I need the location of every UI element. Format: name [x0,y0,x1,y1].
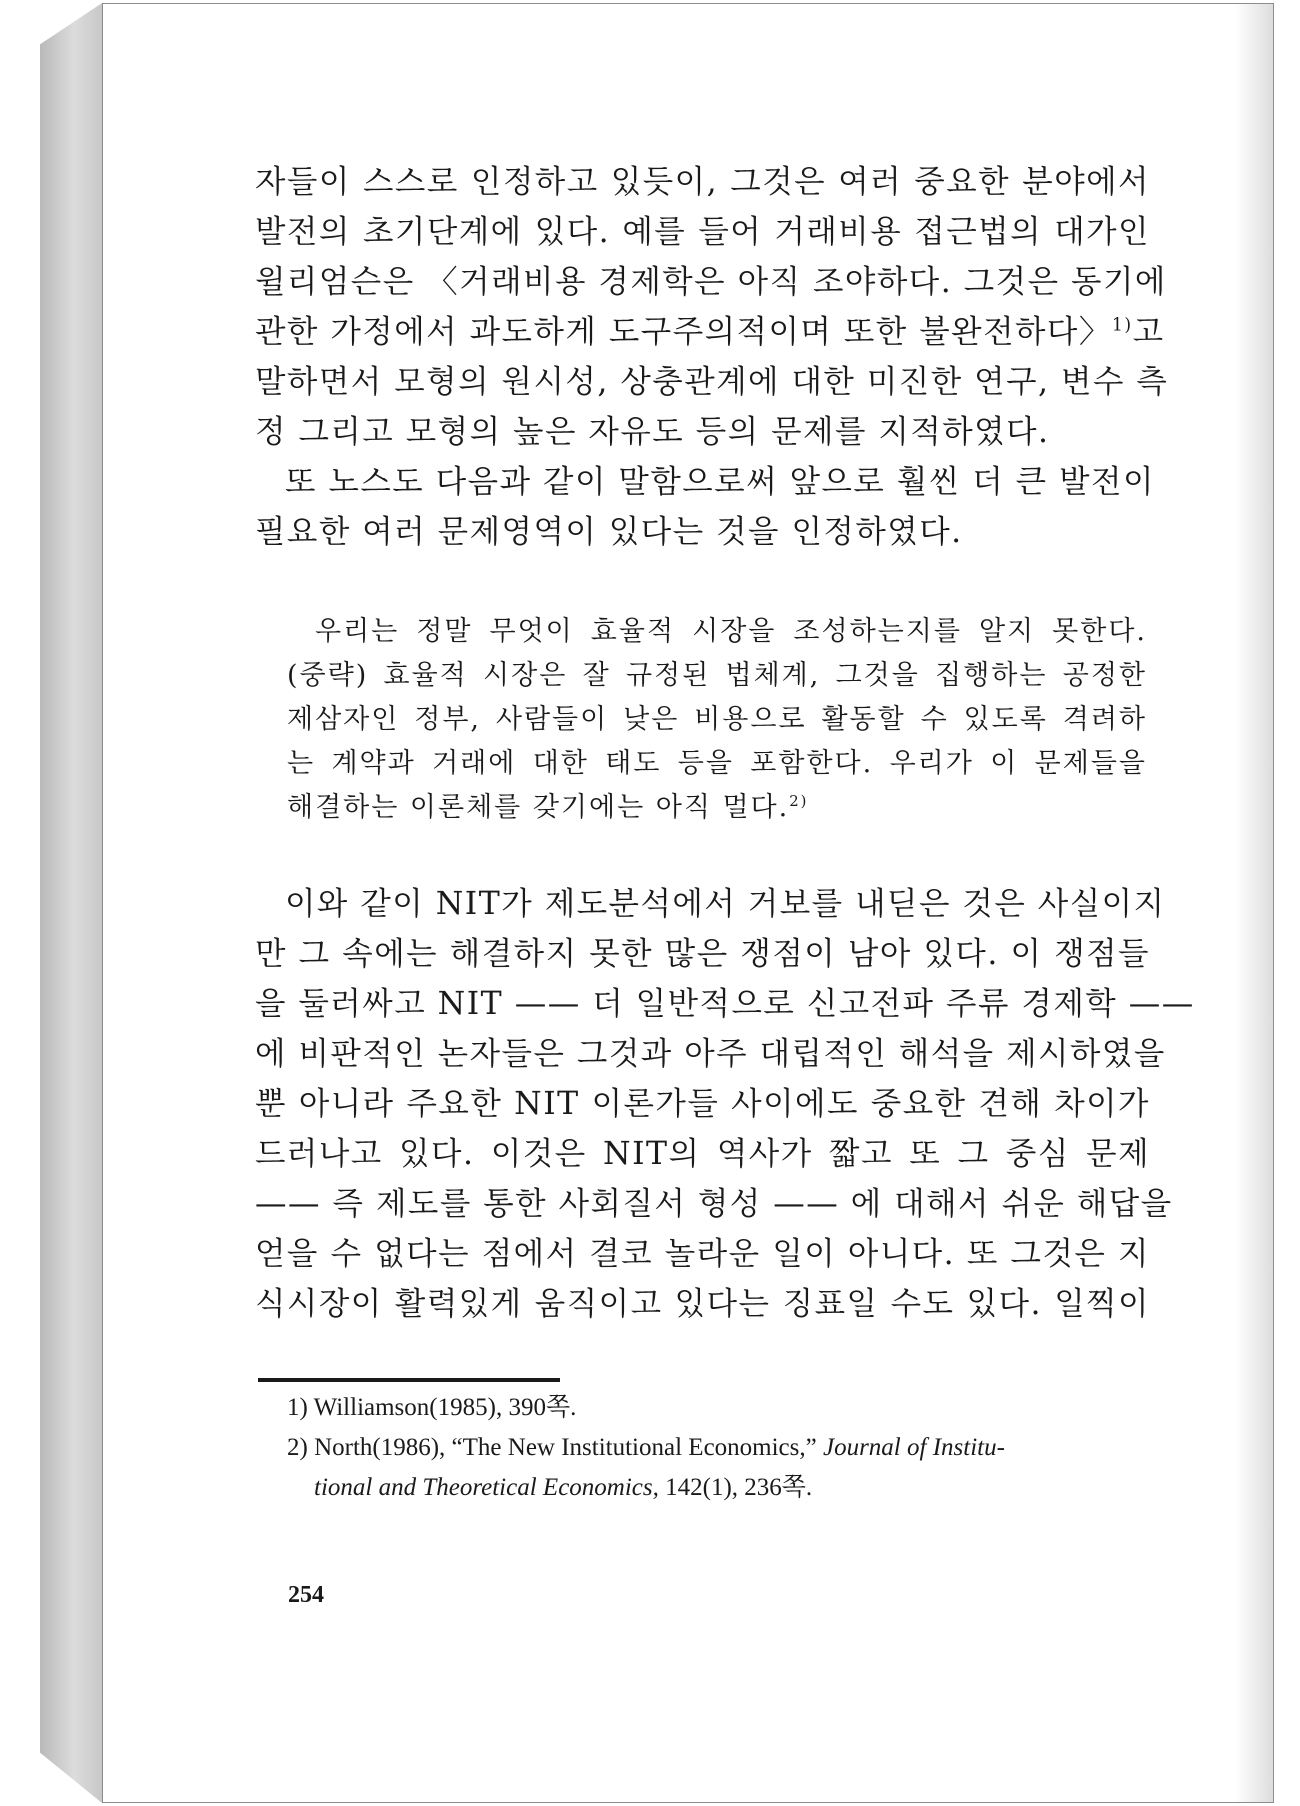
quote-line: (중략) 효율적 시장은 잘 규정된 법체계, 그것을 집행하는 공정한 [287,660,1147,691]
text-line: 드러나고 있다. 이것은 NIT의 역사가 짧고 또 그 중심 문제 [255,1136,1150,1172]
text-line: 얻을 수 없다는 점에서 결코 놀라운 일이 아니다. 또 그것은 지 [255,1236,1150,1272]
footnote-1 [287,1390,576,1426]
footnote-text: 142(1), 236쪽. [665,1474,813,1501]
text-line: 자들이 스스로 인정하고 있듯이, 그것은 여러 중요한 분야에서 [255,164,1150,200]
footnote-journal: Journal of Institu- [822,1434,1005,1461]
text-line: 을 둘러싸고 NIT —— 더 일반적으로 신고전파 주류 경제학 —— [255,986,1195,1022]
footnote-journal: tional and Theoretical Economics, [314,1474,659,1501]
quote-line-with-footnote [287,788,808,828]
text-line: 이와 같이 NIT가 제도분석에서 거보를 내딛은 것은 사실이지 [285,886,1166,922]
book-spine [40,3,102,1803]
text-line: 윌리엄슨은 〈거래비용 경제학은 아직 조야하다. 그것은 동기에 [255,264,1167,300]
text-line: 발전의 초기단계에 있다. 예를 들어 거래비용 접근법의 대가인 [255,214,1150,250]
footnote-ref-1: 1) [1111,315,1133,336]
footnote-text: North(1986), “The New Institutional Economics,” [314,1434,817,1461]
text-line: —— 즉 제도를 통한 사회질서 형성 —— 에 대해서 쉬운 해답을 [255,1186,1173,1222]
text-line-with-footnote [255,310,1165,354]
text-line: 정 그리고 모형의 높은 자유도 등의 문제를 지적하였다. [255,414,1050,450]
text-line: 뿐 아니라 주요한 NIT 이론가들 사이에도 중요한 견해 차이가 [255,1086,1150,1122]
text-line: 또 노스도 다음과 같이 말함으로써 앞으로 훨씬 더 큰 발전이 [285,464,1155,500]
footnote-number: 2) [287,1434,308,1461]
text-segment: 관한 가정에서 과도하게 도구주의적이며 또한 불완전하다〉 [255,314,1112,350]
footnote-rule [258,1378,560,1382]
footnote-text: Williamson(1985), 390쪽. [313,1394,577,1421]
page-number: 254 [288,1582,324,1608]
page-edge-shadow [1235,4,1273,1802]
quote-line: 는 계약과 거래에 대한 태도 등을 포함한다. 우리가 이 문제들을 [287,748,1147,779]
text-segment: 고 [1132,314,1165,350]
quote-line: 제삼자인 정부, 사람들이 낮은 비용으로 활동할 수 있도록 격려하 [287,704,1147,735]
text-segment: 해결하는 이론체를 갖기에는 아직 멀다. [287,792,790,823]
footnote-number: 1) [287,1394,308,1421]
text-line: 에 비판적인 논자들은 그것과 아주 대립적인 해석을 제시하였을 [255,1036,1166,1072]
text-line: 말하면서 모형의 원시성, 상충관계에 대한 미진한 연구, 변수 측 [255,364,1169,400]
footnote-2-continued [314,1470,812,1506]
footnote-ref-2: 2) [789,792,809,810]
text-line: 만 그 속에는 해결하지 못한 많은 쟁점이 남아 있다. 이 쟁점들 [255,936,1150,972]
quote-line: 우리는 정말 무엇이 효율적 시장을 조성하는지를 알지 못한다. [315,616,1147,647]
text-line: 식시장이 활력있게 움직이고 있다는 징표일 수도 있다. 일찍이 [255,1286,1150,1322]
footnote-2 [287,1430,1005,1466]
text-line: 필요한 여러 문제영역이 있다는 것을 인정하였다. [255,514,963,550]
